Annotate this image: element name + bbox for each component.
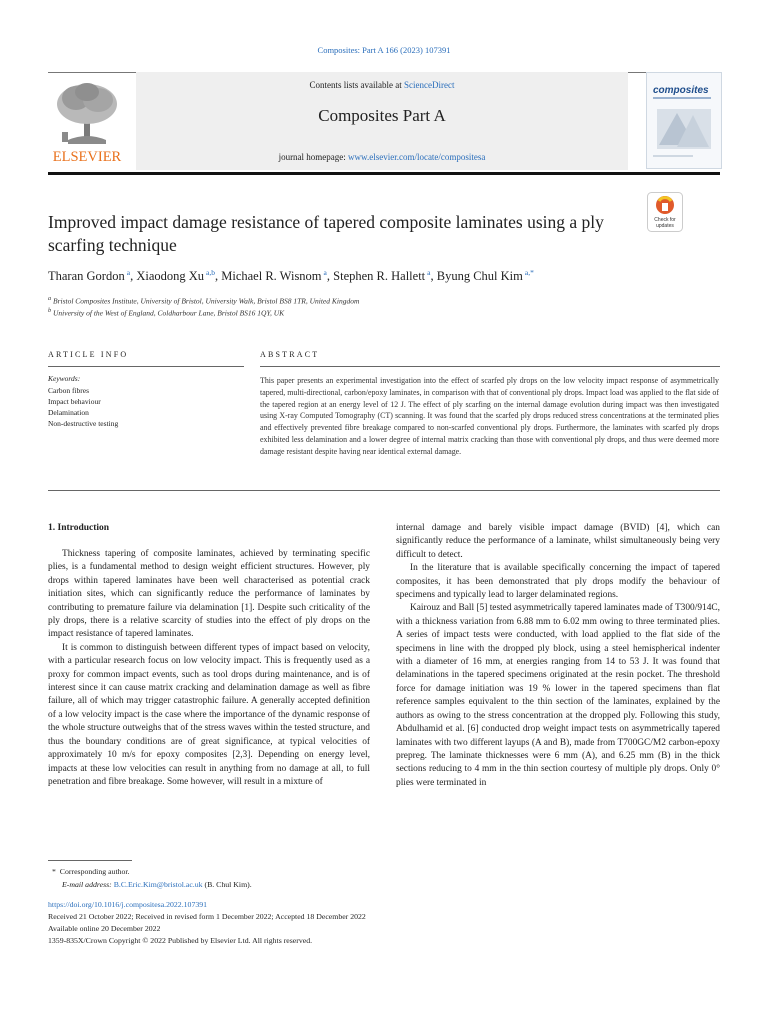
author-name[interactable]: Stephen R. Hallett [333, 269, 426, 284]
journal-homepage-line [136, 152, 628, 162]
author-separator: , [326, 269, 334, 284]
article-info-heading: ARTICLE INFO [48, 350, 129, 359]
author-name[interactable]: Xiaodong Xu [136, 269, 205, 284]
author-email-link[interactable]: B.C.Eric.Kim@bristol.ac.uk [113, 880, 203, 889]
affiliation-b [48, 307, 284, 318]
keyword-item: Carbon fibres [48, 386, 90, 395]
keyword-item: Delamination [48, 408, 89, 417]
svg-text:Check for: Check for [654, 217, 676, 223]
elsevier-logo[interactable] [48, 78, 126, 164]
body-paragraph: internal damage and barely visible impact damage (BVID) [4], which can significantly reduce the performance of a laminate, whilst simultaneously being very difficult to detect. [396, 523, 720, 560]
abstract-heading: ABSTRACT [260, 350, 320, 359]
article-info-rule [48, 366, 244, 367]
affiliation-text: University of the West of England, Coldharbour Lane, Bristol BS16 1QY, UK [53, 308, 285, 318]
email-suffix: (B. Chul Kim). [204, 880, 252, 889]
elsevier-tree-icon [48, 78, 126, 164]
doi-link[interactable]: https://doi.org/10.1016/j.compositesa.2022.107391 [48, 900, 208, 909]
affiliation-mark: a [48, 295, 52, 302]
abstract-text: This paper presents an experimental investigation into the effect of scarfed ply drops on the low velocity impact response of asymmetrically tapered, multi-directional, carbon/epoxy laminates, in comparison with that of conventional ply drops. Impact load was applied to the flat side of the tapered region at an energy level of 12 J. The effect of ply scarfing on the internal damage evolution during impact was then investigated using X-ray Computed Tomography (CT) scanning. It was found that the scarfed ply drops reduced stress concentrations at the terminated plies and effectively prevented fibre breakage compared to non-scarfed conventional ply drops. Furthermore, the laminates with scarfed ply drops exhibited less delamination and a lower degree of internal matrix cracking than those with conventional ply drops, and thus were deemed more damage resistant despite having near identical external damage. [260, 376, 719, 456]
author-separator: , [130, 269, 137, 284]
keyword-item: Impact behaviour [48, 397, 101, 406]
copyright-notice: 1359-835X/Crown Copyright © 2022 Published by Elsevier Ltd. All rights reserved. [48, 936, 313, 945]
author-affiliation-mark[interactable]: a,* [524, 268, 534, 277]
author-affiliation-mark[interactable]: a,b [206, 268, 215, 277]
affiliation-a [48, 295, 359, 306]
elsevier-wordmark: ELSEVIER [52, 149, 122, 164]
author-name[interactable]: Tharan Gordon [48, 269, 125, 284]
journal-name[interactable]: Composites Part A [318, 106, 446, 125]
abstract-bottom-rule [48, 490, 720, 491]
author-list [48, 268, 728, 284]
affiliation-text: Bristol Composites Institute, University of Bristol, University Walk, Bristol BS8 1TR, United Kingdom [53, 296, 360, 306]
journal-cover-image [647, 73, 721, 168]
corresponding-author-text: Corresponding author. [59, 867, 130, 876]
section-heading-introduction: 1. Introduction [48, 523, 110, 533]
journal-citation[interactable]: Composites: Part A 166 (2023) 107391 [317, 45, 451, 55]
available-online-date: Available online 20 December 2022 [48, 924, 161, 933]
keyword-item: Non-destructive testing [48, 419, 119, 428]
received-dates: Received 21 October 2022; Received in revised form 1 December 2022; Accepted 18 December 2022 [48, 912, 366, 921]
homepage-prefix: journal homepage: [278, 152, 349, 162]
footnote-star: * [52, 867, 60, 876]
author-affiliation-mark[interactable]: a [126, 268, 131, 277]
body-paragraph: In the literature that is available specifically concerning the impact of tapered composites, it has been demonstrated that ply drops modify the behaviour of specimens and typically lead to larger delaminated regions. [396, 563, 720, 601]
header-bottom-rule [48, 172, 720, 175]
author-affiliation-mark[interactable]: a [427, 268, 431, 277]
svg-text:updates: updates [656, 223, 674, 229]
author-separator: , [430, 269, 437, 284]
email-footnote [62, 880, 252, 889]
journal-cover-thumbnail[interactable] [646, 72, 722, 169]
author-name[interactable]: Byung Chul Kim [436, 269, 523, 284]
body-column-left [48, 548, 370, 789]
affiliation-mark: b [48, 307, 52, 314]
author-name[interactable]: Michael R. Wisnom [221, 269, 322, 284]
footnote-rule [48, 860, 132, 861]
contents-prefix: Contents lists available at [309, 80, 404, 90]
corresponding-author-note [52, 867, 130, 876]
cover-title: composites [653, 85, 709, 96]
body-column-right [396, 522, 720, 790]
check-updates-icon [647, 192, 683, 232]
check-for-updates-badge[interactable] [647, 192, 683, 232]
body-paragraph: Kairouz and Ball [5] tested asymmetrically tapered laminates made of T300/914C, with a thickness variation from 6.88 mm to 6.02 mm owing to three terminated plies. A series of impact tests were conducted, with load applied to the flat side of the specimens in line with the dropped ply block, using a steel hemispherical indenter with a diameter of 16 mm, at energies ranging from 14 to 53 J. It was found that delaminations in the tapered specimens originated at the resin pocket. The threshold force for damage initiation was 19 % lower in the tapered specimens than flat reference samples equivalent to the thin section of the laminates, explained by the authors as owing to the stress concentration at the dropped ply. Following this study, Abdulhamid et al. [6] conducted drop weight impact tests on asymmetrically tapered laminates with two different layups (A and B), made from T700GC/M2 carbon-epoxy prepreg. The laminate thicknesses were 6 mm (A), and 6.25 mm (B) in the thick sections reducing to 4 mm in the thin section courtesy of multiple ply drops. Only 0° plies were terminated in [396, 603, 720, 788]
article-title: Improved impact damage resistance of tapered composite laminates using a ply scarfing technique [48, 212, 604, 255]
body-paragraph: Thickness tapering of composite laminates, achieved by terminating specific plies, is a fundamental method to design weight efficient structures. However, ply drops within tapered laminates have been well characterised as potential crack initiation sites, which can significantly reduce the performance of laminates by contributing to premature failure via delamination [1]. Despite such criticality of the ply drops, there is a relative scarcity of studies into the effect of ply drops on the impact resistance of tapered laminates. [48, 549, 370, 640]
author-affiliation-mark[interactable]: a [323, 268, 327, 277]
contents-available-line [136, 80, 628, 90]
abstract-rule [260, 366, 720, 367]
body-paragraph: It is common to distinguish between different types of impact based on velocity, with a particular research focus on low velocity impact. This is frequently used as a proxy for common impact events, such as tool drops during maintenance, and is of interest since it can cause matrix cracking and delamination damage as well as fibre failure, all of which may trigger catastrophic failure. A generally accepted definition of a low velocity impact is the case where the importance of the dynamic response of the whole structure outweighs that of the stress waves within the tested structure, and thus the boundary conditions are of great significance, at typical velocities of approximately 10 m/s for epoxy composites [2,3]. Depending on energy level, impacts at these low velocities can result in anything from no damage at all, to full penetration and fibre breakage. Some however, will result in a mixture of [48, 642, 370, 787]
author-separator: , [214, 269, 222, 284]
journal-homepage-link[interactable]: www.elsevier.com/locate/compositesa [348, 152, 486, 162]
sciencedirect-link[interactable]: ScienceDirect [404, 80, 455, 90]
keywords-label: Keywords: [48, 374, 81, 383]
email-label: E-mail address: [62, 880, 112, 889]
